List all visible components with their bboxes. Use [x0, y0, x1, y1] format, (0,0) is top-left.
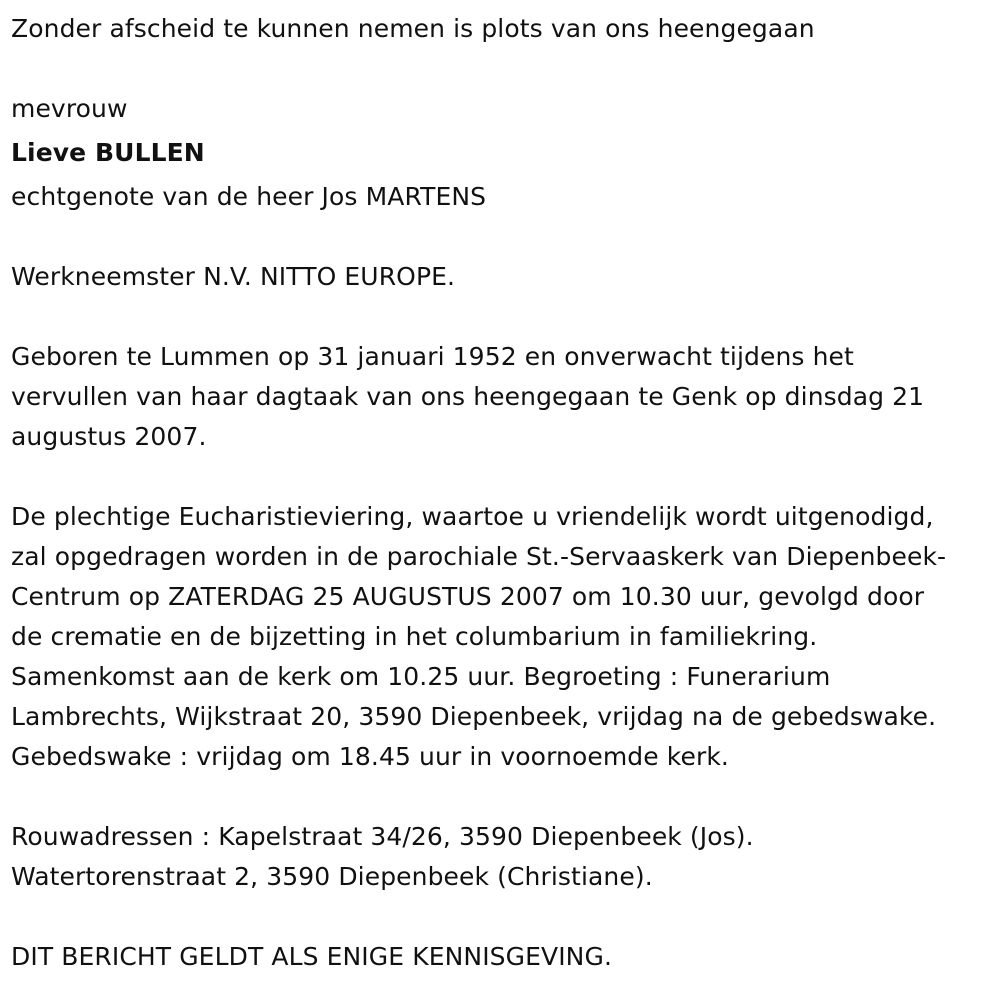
paragraph-line: vervullen van haar dagtaak van ons heengegaan te Genk op dinsdag 21: [11, 382, 925, 411]
spacer: [11, 457, 996, 497]
ceremony-paragraph: [11, 497, 996, 777]
intro-line: Zonder afscheid te kunnen nemen is plots van ons heengegaan: [11, 14, 815, 43]
spacer: [11, 297, 996, 337]
paragraph-line: de crematie en de bijzetting in het columbarium in familiekring.: [11, 622, 818, 651]
paragraph-line: Watertorenstraat 2, 3590 Diepenbeek (Christiane).: [11, 862, 653, 891]
paragraph-line: Rouwadressen : Kapelstraat 34/26, 3590 Diepenbeek (Jos).: [11, 822, 754, 851]
occupation-line: Werkneemster N.V. NITTO EUROPE.: [11, 262, 456, 291]
spacer: [11, 897, 996, 937]
closing-line: DIT BERICHT GELDT ALS ENIGE KENNISGEVING.: [11, 942, 612, 971]
spouse-line: echtgenote van de heer Jos MARTENS: [11, 182, 487, 211]
paragraph-line: zal opgedragen worden in de parochiale St.-Servaaskerk van Diepenbeek-: [11, 542, 947, 571]
paragraph-line: De plechtige Eucharistieviering, waartoe u vriendelijk wordt uitgenodigd,: [11, 502, 934, 531]
salutation: mevrouw: [11, 94, 128, 123]
deceased-name: Lieve BULLEN: [11, 138, 205, 167]
paragraph-line: Centrum op ZATERDAG 25 AUGUSTUS 2007 om 10.30 uur, gevolgd door: [11, 582, 925, 611]
paragraph-line: augustus 2007.: [11, 422, 207, 451]
obituary-notice: [11, 9, 996, 977]
birth-paragraph: [11, 337, 996, 457]
spacer: [11, 777, 996, 817]
paragraph-line: Geboren te Lummen op 31 januari 1952 en onverwacht tijdens het: [11, 342, 854, 371]
paragraph-line: Gebedswake : vrijdag om 18.45 uur in voornoemde kerk.: [11, 742, 729, 771]
paragraph-line: Lambrechts, Wijkstraat 20, 3590 Diepenbeek, vrijdag na de gebedswake.: [11, 702, 937, 731]
spacer: [11, 49, 996, 89]
spacer: [11, 217, 996, 257]
address-paragraph: [11, 817, 996, 897]
paragraph-line: Samenkomst aan de kerk om 10.25 uur. Begroeting : Funerarium: [11, 662, 831, 691]
